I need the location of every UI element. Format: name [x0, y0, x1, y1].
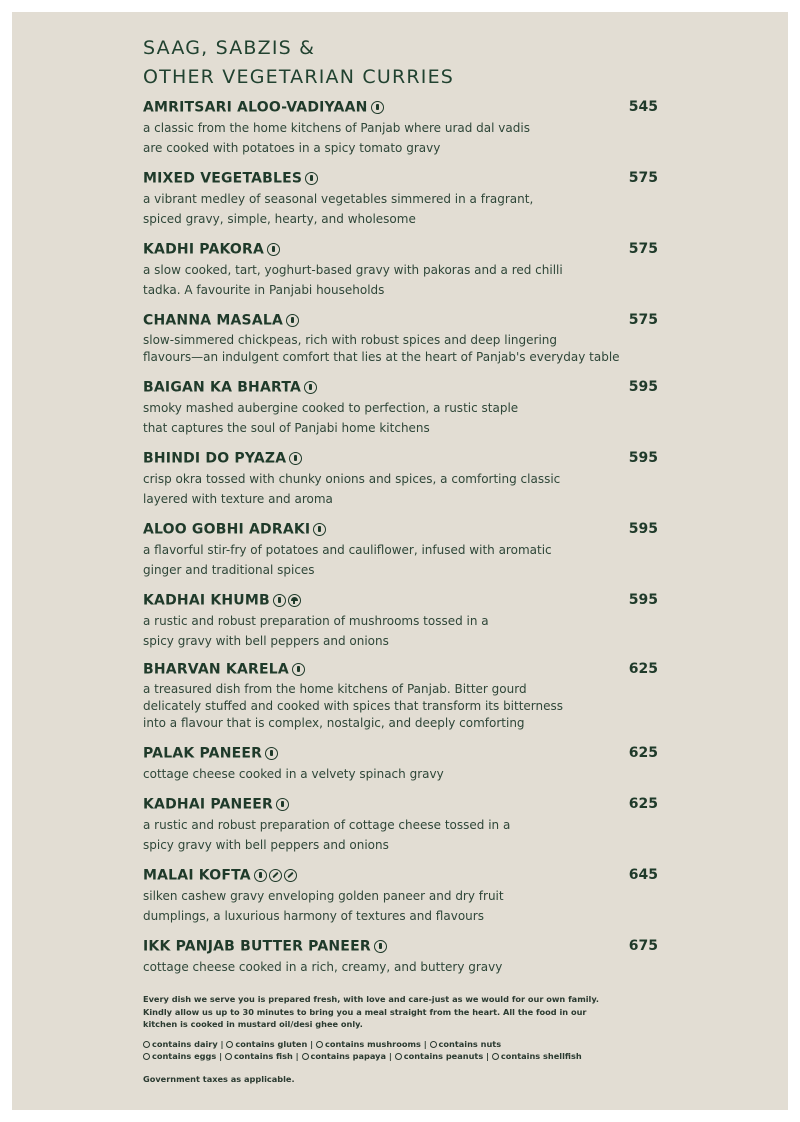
legend-eggs: contains eggs | [152, 1051, 223, 1061]
gluten-icon [269, 869, 282, 882]
dish-name: CHANNA MASALA [143, 312, 284, 329]
allergen-icons [305, 169, 320, 188]
dish-description [143, 611, 663, 651]
legend-dairy: contains dairy | [152, 1038, 224, 1049]
legend-nuts: contains nuts [438, 1038, 502, 1049]
allergen-icons [267, 240, 282, 259]
menu-item [143, 239, 663, 300]
description-line: a slow cooked, tart, yoghurt-based gravy with pakoras and a red chilli [143, 263, 563, 277]
menu-item [143, 743, 663, 784]
description-line: crisp okra tossed with chunky onions and spices, a comforting classic [143, 472, 561, 486]
dish-price: 595 [628, 450, 658, 466]
description-line: spicy gravy with bell peppers and onions [143, 838, 389, 852]
dish-description [143, 540, 663, 580]
menu-item [143, 590, 663, 651]
footer-note-line: Every dish we serve you is prepared fresh, with love and care-just as we would for our own family. [143, 994, 600, 1004]
menu-item-header [143, 168, 663, 188]
dish-name: IKK PANJAB BUTTER PANEER [143, 938, 371, 955]
tax-note: Government taxes as applicable. [143, 1073, 295, 1084]
description-line: a rustic and robust preparation of mushrooms tossed in a [143, 614, 489, 628]
footer [143, 993, 643, 1085]
shellfish-icon [492, 1053, 499, 1060]
description-line: a flavorful stir-fry of potatoes and cauliflower, infused with aromatic [143, 543, 552, 557]
description-line: into a flavour that is complex, nostalgic, and deeply comforting [143, 716, 525, 730]
description-line: a classic from the home kitchens of Panjab where urad dal vadis [143, 121, 530, 135]
allergen-icons [273, 591, 303, 610]
dairy-icon [304, 381, 317, 394]
dairy-icon [267, 243, 280, 256]
dairy-icon [276, 798, 289, 811]
dairy-icon [254, 869, 267, 882]
allergen-icons [286, 311, 301, 330]
allergen-icons [313, 520, 328, 539]
menu-item [143, 936, 663, 977]
fish-icon [225, 1053, 232, 1060]
dish-description [143, 886, 663, 926]
dairy-icon [374, 940, 387, 953]
menu-item-header [143, 310, 663, 330]
menu-item-header [143, 519, 663, 539]
dish-description [143, 398, 663, 438]
dish-name: BHINDI DO PYAZA [143, 450, 287, 467]
mushroom-icon [316, 1041, 323, 1048]
allergen-icons [289, 449, 304, 468]
footer-note [143, 993, 643, 1031]
description-line: layered with texture and aroma [143, 492, 333, 506]
dish-description [143, 260, 663, 300]
menu-item-header [143, 659, 663, 679]
dish-description [143, 332, 663, 366]
menu-item-header [143, 865, 663, 885]
dish-price: 645 [628, 867, 658, 883]
description-line: that captures the soul of Panjabi home kitchens [143, 421, 430, 435]
dish-description [143, 815, 663, 855]
dish-price: 595 [628, 521, 658, 537]
dish-price: 575 [628, 312, 658, 328]
heading-line-2: OTHER VEGETARIAN CURRIES [143, 66, 455, 88]
dairy-icon [289, 452, 302, 465]
allergen-icons [304, 378, 319, 397]
allergen-icons [276, 795, 291, 814]
dish-price: 625 [628, 796, 658, 812]
dish-name: BHARVAN KARELA [143, 661, 289, 678]
menu-item-header [143, 448, 663, 468]
legend-mushrooms: contains mushrooms | [324, 1038, 427, 1049]
dish-price: 625 [628, 661, 658, 677]
menu-item [143, 168, 663, 229]
dairy-icon [371, 101, 384, 114]
dish-price: 575 [628, 170, 658, 186]
dairy-icon [286, 314, 299, 327]
dish-description [143, 764, 663, 784]
legend-shellfish: contains shellfish [500, 1051, 582, 1061]
dish-description [143, 681, 663, 732]
dish-name: PALAK PANEER [143, 745, 263, 762]
menu-item-header [143, 794, 663, 814]
dairy-icon [143, 1041, 150, 1048]
allergen-icons [254, 866, 299, 885]
description-line: slow-simmered chickpeas, rich with robust spices and deep lingering [143, 333, 558, 347]
dish-name: KADHAI PANEER [143, 796, 273, 813]
dish-price: 595 [628, 592, 658, 608]
description-line: delicately stuffed and cooked with spices that transform its bitterness [143, 699, 564, 713]
description-line: cottage cheese cooked in a velvety spinach gravy [143, 767, 444, 781]
dairy-icon [305, 172, 318, 185]
description-line: silken cashew gravy enveloping golden paneer and dry fruit [143, 889, 504, 903]
footer-note-line: kitchen is cooked in mustard oil/desi ghee only. [143, 1019, 363, 1029]
description-line: cottage cheese cooked in a rich, creamy, and buttery gravy [143, 960, 503, 974]
menu-item-header [143, 97, 663, 117]
menu-item-header [143, 239, 663, 259]
description-line: tadka. A favourite in Panjabi households [143, 283, 385, 297]
nuts-icon [430, 1041, 437, 1048]
papaya-icon [302, 1053, 309, 1060]
section-heading [143, 34, 454, 92]
description-line: flavours—an indulgent comfort that lies at the heart of Panjab's everyday table [143, 350, 620, 364]
legend-fish: contains fish | [233, 1051, 299, 1061]
menu-item-header [143, 743, 663, 763]
dish-name: KADHAI KHUMB [143, 592, 270, 609]
description-line: spicy gravy with bell peppers and onions [143, 634, 389, 648]
dish-description [143, 469, 663, 509]
dish-description [143, 118, 663, 158]
dairy-icon [273, 594, 286, 607]
allergen-icons [371, 98, 386, 117]
peanut-icon [395, 1053, 402, 1060]
allergen-icons [374, 937, 389, 956]
menu-item-header [143, 936, 663, 956]
dish-name: MIXED VEGETABLES [143, 170, 303, 187]
description-line: smoky mashed aubergine cooked to perfection, a rustic staple [143, 401, 519, 415]
menu-item-header [143, 377, 663, 397]
menu-item [143, 659, 663, 732]
dish-description [143, 189, 663, 229]
dish-name: AMRITSARI ALOO-VADIYAAN [143, 99, 368, 116]
menu-item [143, 448, 663, 509]
mushroom-icon [288, 594, 301, 607]
legend-gluten: contains gluten | [235, 1038, 314, 1049]
menu-item [143, 310, 663, 366]
description-line: are cooked with potatoes in a spicy tomato gravy [143, 141, 441, 155]
dish-price: 575 [628, 241, 658, 257]
dairy-icon [265, 747, 278, 760]
dish-name: ALOO GOBHI ADRAKI [143, 521, 311, 538]
dish-price: 595 [628, 379, 658, 395]
dairy-icon [292, 663, 305, 676]
description-line: a vibrant medley of seasonal vegetables simmered in a fragrant, [143, 192, 534, 206]
dish-description [143, 957, 663, 977]
allergen-icons [265, 744, 280, 763]
menu-item [143, 794, 663, 855]
dish-price: 675 [628, 938, 658, 954]
description-line: ginger and traditional spices [143, 563, 315, 577]
dish-price: 625 [628, 745, 658, 761]
legend-papaya: contains papaya | [310, 1051, 392, 1061]
menu-item [143, 865, 663, 926]
allergen-legend [143, 1038, 643, 1063]
dairy-icon [313, 523, 326, 536]
dish-price: 545 [628, 99, 658, 115]
menu-item [143, 97, 663, 158]
menu-item-header [143, 590, 663, 610]
menu-item [143, 519, 663, 580]
nuts-icon [284, 869, 297, 882]
dish-name: MALAI KOFTA [143, 867, 251, 884]
egg-icon [143, 1053, 150, 1060]
heading-line-1: SAAG, SABZIS & [143, 37, 316, 59]
footer-note-line: Kindly allow us up to 30 minutes to bring you a meal straight from the heart. All the food in our [143, 1006, 587, 1017]
description-line: a rustic and robust preparation of cottage cheese tossed in a [143, 818, 511, 832]
gluten-icon [226, 1041, 233, 1048]
dish-name: KADHI PAKORA [143, 241, 265, 258]
allergen-icons [292, 660, 307, 679]
description-line: a treasured dish from the home kitchens of Panjab. Bitter gourd [143, 682, 527, 696]
description-line: spiced gravy, simple, hearty, and wholesome [143, 212, 416, 226]
menu-item [143, 377, 663, 438]
description-line: dumplings, a luxurious harmony of textures and flavours [143, 909, 484, 923]
dish-name: BAIGAN KA BHARTA [143, 379, 302, 396]
legend-peanuts: contains peanuts | [403, 1051, 490, 1061]
